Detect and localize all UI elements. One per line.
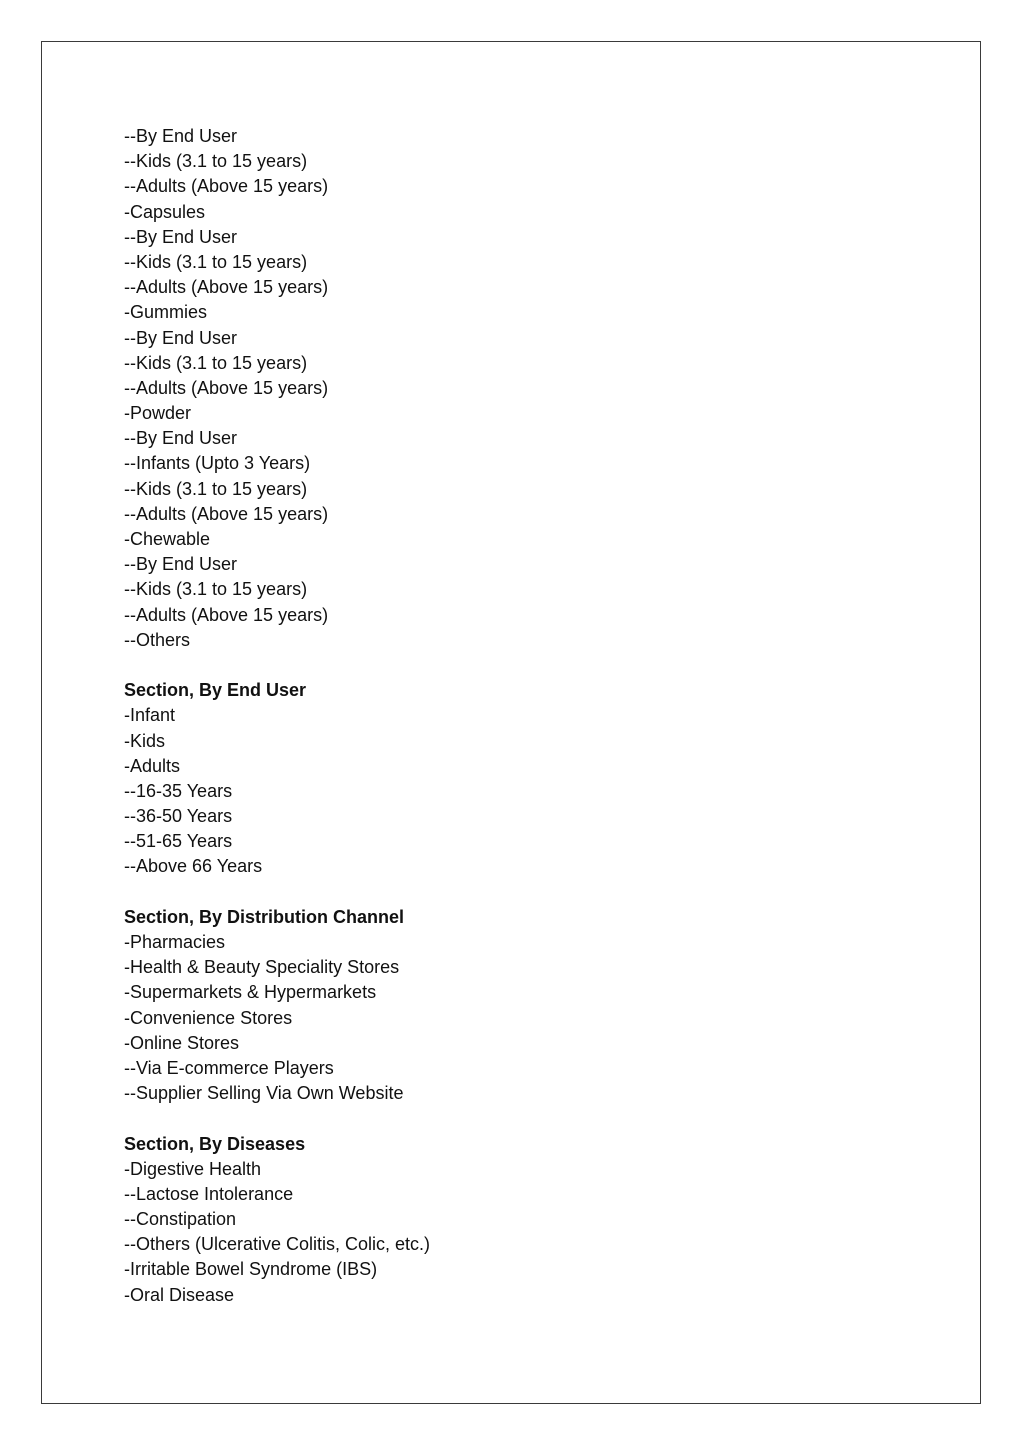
list-item: --By End User — [124, 428, 238, 449]
list-item: --16-35 Years — [124, 780, 233, 801]
list-item: --Constipation — [124, 1209, 237, 1230]
list-item: --By End User — [124, 327, 238, 348]
list-item: --Via E-commerce Players — [124, 1057, 334, 1078]
list-item: -Online Stores — [124, 1032, 240, 1053]
list-item: --By End User — [124, 226, 238, 247]
list-item: --Adults (Above 15 years) — [124, 277, 329, 298]
list-item: -Digestive Health — [124, 1158, 262, 1179]
list-item: --By End User — [124, 126, 238, 146]
list-item: --Adults (Above 15 years) — [124, 176, 329, 197]
section-spacer — [124, 653, 884, 678]
list-item: --Kids (3.1 to 15 years) — [124, 579, 308, 600]
section-spacer — [124, 880, 884, 905]
list-item: --Above 66 Years — [124, 856, 263, 877]
list-item: --Infants (Upto 3 Years) — [124, 453, 311, 474]
document-body — [124, 124, 884, 1308]
list-item: --Kids (3.1 to 15 years) — [124, 352, 308, 373]
list-item: -Kids — [124, 730, 166, 751]
list-item: --51-65 Years — [124, 831, 233, 852]
list-item: --Adults (Above 15 years) — [124, 604, 329, 625]
list-item: -Pharmacies — [124, 932, 226, 952]
list-item: -Capsules — [124, 201, 206, 222]
list-item: -Adults — [124, 755, 181, 776]
list-item: -Health & Beauty Speciality Stores — [124, 957, 400, 978]
list-item: -Irritable Bowel Syndrome (IBS) — [124, 1259, 378, 1280]
section-end-user — [124, 678, 884, 880]
list-item: --Kids (3.1 to 15 years) — [124, 251, 308, 272]
list-item: -Infant — [124, 705, 176, 726]
list-item: --36-50 Years — [124, 806, 233, 827]
section-heading: Section, By End User — [124, 680, 307, 701]
list-item: -Gummies — [124, 302, 208, 323]
section-distribution-channel — [124, 905, 884, 1107]
list-item: --Kids (3.1 to 15 years) — [124, 151, 308, 172]
list-item: --Others (Ulcerative Colitis, Colic, etc.) — [124, 1234, 431, 1255]
list-item: --Kids (3.1 to 15 years) — [124, 478, 308, 499]
list-item: -Powder — [124, 403, 192, 424]
list-item: --Adults (Above 15 years) — [124, 377, 329, 398]
list-item: --Others — [124, 629, 191, 650]
list-item: -Chewable — [124, 529, 211, 549]
section-spacer — [124, 1106, 884, 1131]
list-item: --Adults (Above 15 years) — [124, 503, 329, 524]
list-item: -Supermarkets & Hypermarkets — [124, 982, 377, 1003]
list-item: -Oral Disease — [124, 1284, 235, 1305]
section-diseases — [124, 1132, 884, 1308]
list-item: --Lactose Intolerance — [124, 1183, 294, 1204]
section-heading: Section, By Distribution Channel — [124, 906, 405, 927]
section-heading: Section, By Diseases — [124, 1133, 306, 1154]
top-list — [124, 124, 884, 653]
list-item: --Supplier Selling Via Own Website — [124, 1083, 404, 1104]
list-item: --By End User — [124, 554, 238, 575]
list-item: -Convenience Stores — [124, 1007, 293, 1028]
